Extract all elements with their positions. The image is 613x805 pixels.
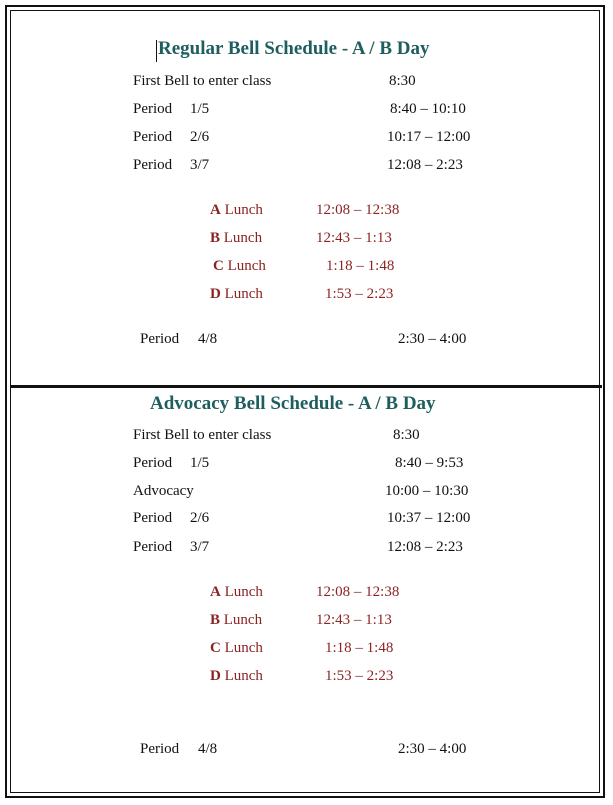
regular-lunch-c <box>213 257 266 275</box>
text-cursor <box>156 40 157 62</box>
advocacy-row-period-label: Period <box>133 455 173 471</box>
regular-row-first-bell-label: First Bell to enter class <box>133 73 272 89</box>
regular-row-period-label: Period <box>133 101 173 117</box>
lunch-letter: C <box>213 258 224 274</box>
lunch-word: Lunch <box>224 286 263 302</box>
regular-row-period-label: Period <box>133 129 173 145</box>
advocacy-row-period-time: 8:40 – 9:53 <box>395 455 464 471</box>
advocacy-lunch-d-time: 1:53 – 2:23 <box>325 668 394 684</box>
lunch-word: Lunch <box>223 612 263 628</box>
advocacy-row-period-time: 12:08 – 2:23 <box>387 539 463 555</box>
regular-lunch-c-time: 1:18 – 1:48 <box>326 258 395 274</box>
advocacy-lunch-b <box>210 611 262 629</box>
regular-lunch-d <box>210 285 263 303</box>
advocacy-row-period-num: 2/6 <box>190 510 210 526</box>
lunch-letter: C <box>210 640 221 656</box>
regular-schedule-title: Regular Bell Schedule - A / B Day <box>158 38 430 59</box>
lunch-letter: B <box>210 612 221 628</box>
regular-row-period-time: 8:40 – 10:10 <box>390 101 466 117</box>
regular-row-period-num: 3/7 <box>190 157 210 173</box>
regular-row-period-label: Period <box>133 157 173 173</box>
regular-last-period-time: 2:30 – 4:00 <box>398 331 467 347</box>
regular-row-period-time: 10:17 – 12:00 <box>387 129 471 145</box>
advocacy-last-period-num: 4/8 <box>198 741 218 757</box>
lunch-letter: A <box>210 584 221 600</box>
advocacy-row-advocacy-time: 10:00 – 10:30 <box>385 483 469 499</box>
lunch-letter: B <box>210 230 221 246</box>
advocacy-last-period-time: 2:30 – 4:00 <box>398 741 467 757</box>
regular-lunch-a <box>210 201 263 219</box>
advocacy-row-period-time: 10:37 – 12:00 <box>387 510 471 526</box>
advocacy-lunch-c-time: 1:18 – 1:48 <box>325 640 394 656</box>
lunch-word: Lunch <box>224 640 263 656</box>
regular-row-period-num: 2/6 <box>190 129 210 145</box>
advocacy-row-period-label: Period <box>133 539 173 555</box>
advocacy-lunch-a-time: 12:08 – 12:38 <box>316 584 400 600</box>
regular-row-period-num: 1/5 <box>190 101 210 117</box>
advocacy-lunch-b-time: 12:43 – 1:13 <box>316 612 392 628</box>
regular-last-period-num: 4/8 <box>198 331 218 347</box>
advocacy-row-first-bell-time: 8:30 <box>393 427 420 443</box>
lunch-letter: A <box>210 202 221 218</box>
regular-lunch-b <box>210 229 262 247</box>
advocacy-lunch-d <box>210 667 263 685</box>
advocacy-row-advocacy-label: Advocacy <box>133 483 194 499</box>
lunch-word: Lunch <box>224 202 263 218</box>
lunch-letter: D <box>210 286 221 302</box>
lunch-word: Lunch <box>224 584 263 600</box>
regular-row-period-time: 12:08 – 2:23 <box>387 157 463 173</box>
advocacy-row-period-label: Period <box>133 510 173 526</box>
lunch-word: Lunch <box>224 668 263 684</box>
advocacy-lunch-c <box>210 639 263 657</box>
regular-row-first-bell-time: 8:30 <box>389 73 416 89</box>
advocacy-lunch-a <box>210 583 263 601</box>
regular-last-period-label: Period <box>140 331 180 347</box>
lunch-word: Lunch <box>223 230 263 246</box>
regular-lunch-a-time: 12:08 – 12:38 <box>316 202 400 218</box>
regular-lunch-b-time: 12:43 – 1:13 <box>316 230 392 246</box>
section-divider <box>11 385 602 388</box>
advocacy-last-period-label: Period <box>140 741 180 757</box>
lunch-letter: D <box>210 668 221 684</box>
lunch-word: Lunch <box>227 258 266 274</box>
regular-lunch-d-time: 1:53 – 2:23 <box>325 286 394 302</box>
advocacy-row-period-num: 3/7 <box>190 539 210 555</box>
advocacy-schedule-title: Advocacy Bell Schedule - A / B Day <box>150 393 436 414</box>
advocacy-row-first-bell-label: First Bell to enter class <box>133 427 272 443</box>
advocacy-row-period-num: 1/5 <box>190 455 210 471</box>
